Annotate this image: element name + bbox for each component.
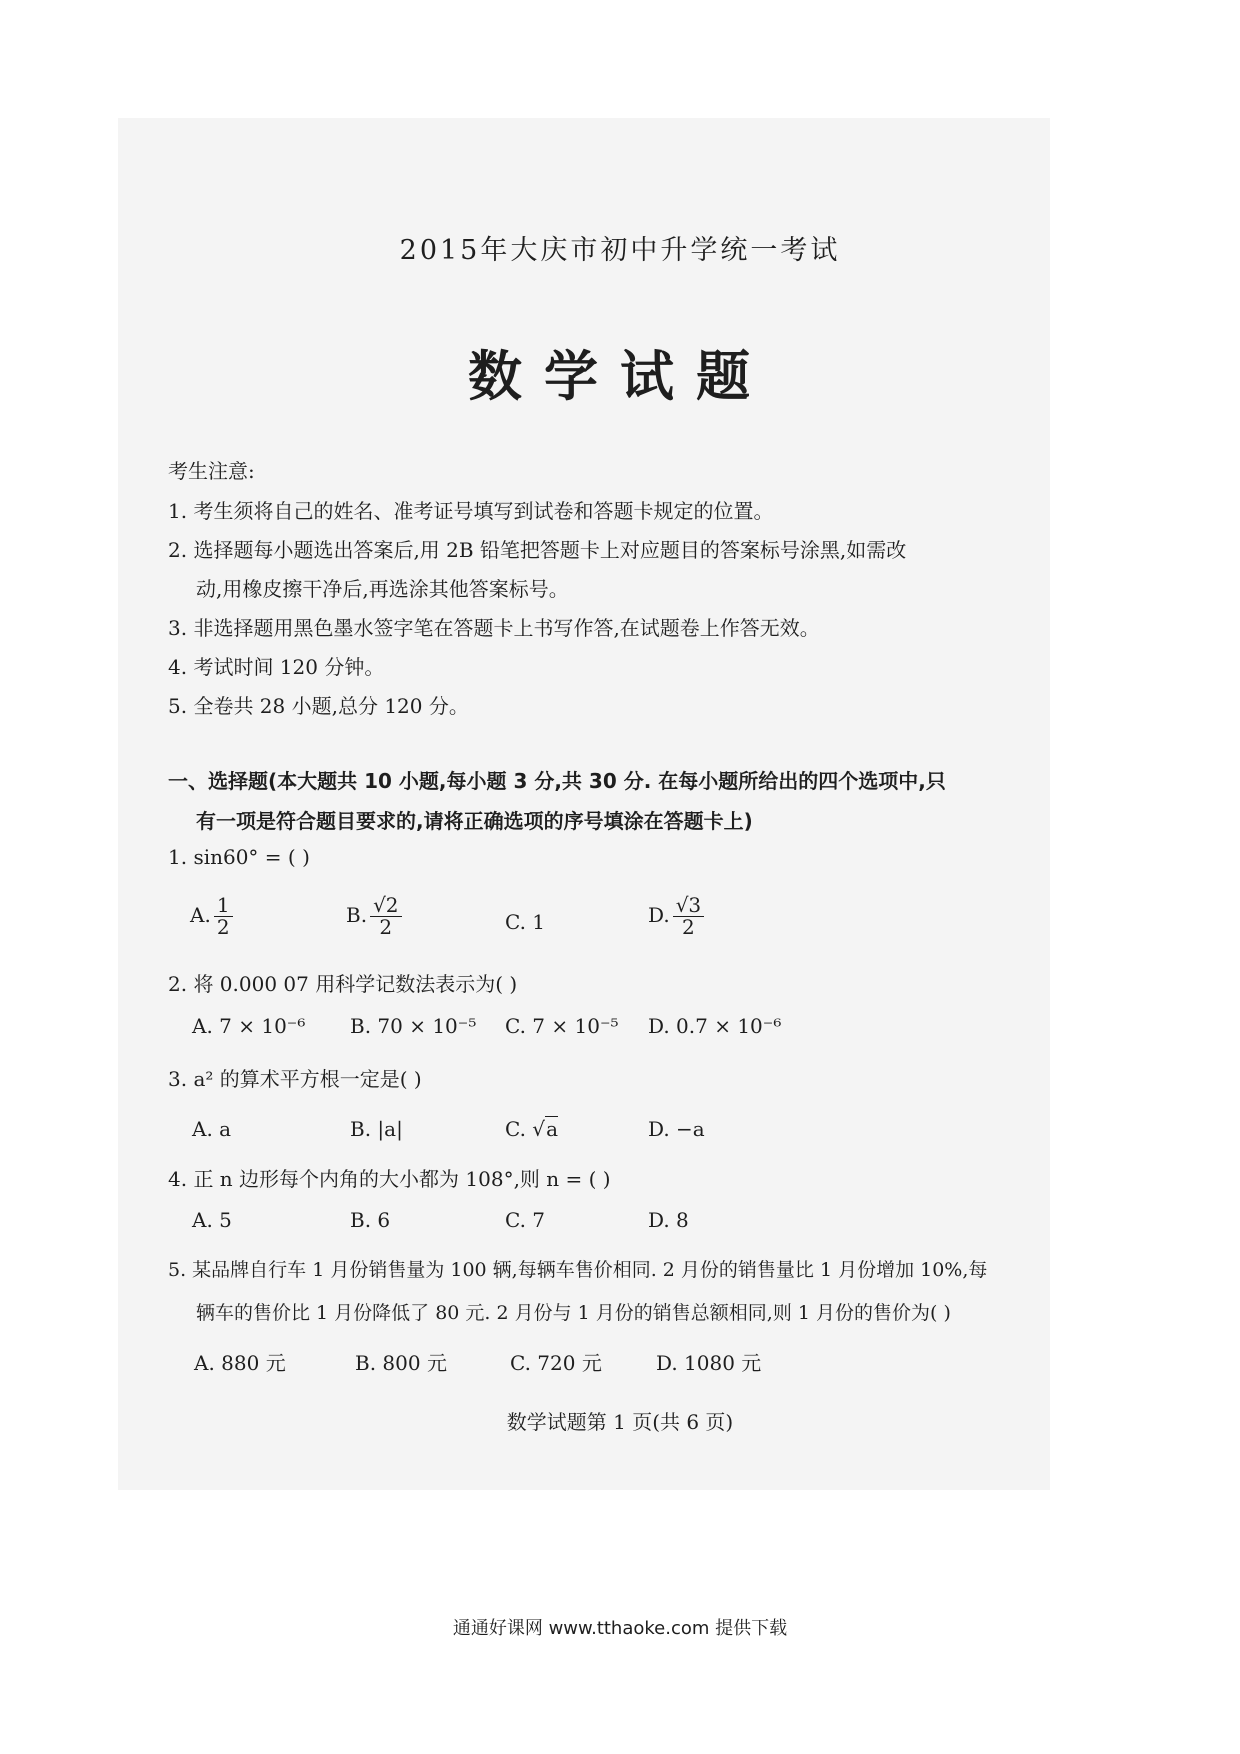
numerator: √3 bbox=[673, 895, 704, 917]
numerator: 1 bbox=[214, 895, 233, 917]
notice-item-5: 5. 全卷共 28 小题,总分 120 分。 bbox=[168, 694, 469, 718]
question-2-option-b: B. 70 × 10⁻⁵ bbox=[350, 1014, 477, 1038]
question-1-stem: 1. sin60° = ( ) bbox=[168, 845, 310, 869]
question-2-option-a: A. 7 × 10⁻⁶ bbox=[192, 1014, 306, 1038]
section-heading-line1: 一、选择题(本大题共 10 小题,每小题 3 分,共 30 分. 在每小题所给出的四个选项中,只 bbox=[168, 769, 946, 793]
denominator: 2 bbox=[379, 915, 393, 939]
question-4-option-c: C. 7 bbox=[505, 1208, 546, 1232]
question-5-option-a: A. 880 元 bbox=[194, 1351, 286, 1375]
notice-item-1: 1. 考生须将自己的姓名、准考证号填写到试卷和答题卡规定的位置。 bbox=[168, 499, 774, 523]
question-4-option-d: D. 8 bbox=[648, 1208, 689, 1232]
question-1-option-d bbox=[648, 895, 704, 938]
question-4-option-b: B. 6 bbox=[350, 1208, 391, 1232]
question-5-stem-line1: 5. 某品牌自行车 1 月份销售量为 100 辆,每辆车售价相同. 2 月份的销售量比 1 月份增加 10%,每 bbox=[168, 1259, 988, 1281]
denominator: 2 bbox=[682, 915, 695, 939]
question-4-stem: 4. 正 n 边形每个内角的大小都为 108°,则 n = ( ) bbox=[168, 1167, 611, 1191]
radicand: a bbox=[546, 1117, 558, 1141]
question-2-option-c: C. 7 × 10⁻⁵ bbox=[505, 1014, 619, 1038]
question-5-option-d: D. 1080 元 bbox=[656, 1351, 762, 1375]
exam-title: 2015年大庆市初中升学统一考试 bbox=[399, 235, 841, 266]
page-number: 数学试题第 1 页(共 6 页) bbox=[506, 1410, 734, 1434]
notice-item-2-cont: 动,用橡皮擦干净后,再选涂其他答案标号。 bbox=[196, 577, 569, 601]
option-label: C. bbox=[505, 1117, 526, 1141]
question-5-stem-line2: 辆车的售价比 1 月份降低了 80 元. 2 月份与 1 月份的销售总额相同,则 1 月份的售价为( ) bbox=[196, 1302, 951, 1324]
question-1-option-a bbox=[190, 895, 233, 938]
option-label: D. bbox=[648, 903, 670, 927]
fraction bbox=[673, 895, 704, 938]
question-3-option-d: D. −a bbox=[648, 1117, 705, 1141]
notice-item-2: 2. 选择题每小题选出答案后,用 2B 铅笔把答题卡上对应题目的答案标号涂黑,如需改 bbox=[168, 538, 907, 562]
option-label: A. bbox=[190, 903, 211, 927]
section-heading-line2: 有一项是符合题目要求的,请将正确选项的序号填涂在答题卡上) bbox=[196, 809, 753, 833]
question-3-option-b: B. |a| bbox=[350, 1117, 403, 1141]
scanned-page-area bbox=[118, 118, 1050, 1490]
fraction bbox=[214, 895, 233, 938]
question-3-option-c: C. √a bbox=[505, 1117, 558, 1141]
question-4-option-a: A. 5 bbox=[192, 1208, 232, 1232]
question-5-option-c: C. 720 元 bbox=[510, 1351, 602, 1375]
option-label: B. bbox=[346, 903, 368, 927]
site-credit: 通通好课网 www.tthaoke.com 提供下载 bbox=[452, 1618, 788, 1639]
fraction bbox=[370, 895, 401, 938]
numerator: √2 bbox=[370, 895, 401, 917]
notice-item-3: 3. 非选择题用黑色墨水签字笔在答题卡上书写作答,在试题卷上作答无效。 bbox=[168, 616, 820, 640]
question-1-option-c: C. 1 bbox=[505, 910, 546, 934]
question-1-option-b bbox=[346, 895, 402, 938]
question-3-option-a: A. a bbox=[192, 1117, 232, 1141]
question-2-stem: 2. 将 0.000 07 用科学记数法表示为( ) bbox=[168, 972, 518, 996]
question-2-option-d: D. 0.7 × 10⁻⁶ bbox=[648, 1014, 782, 1038]
notice-item-4: 4. 考试时间 120 分钟。 bbox=[168, 655, 385, 679]
notice-heading: 考生注意: bbox=[168, 459, 255, 483]
denominator: 2 bbox=[216, 915, 230, 939]
question-3-stem: 3. a² 的算术平方根一定是( ) bbox=[168, 1067, 422, 1091]
question-5-option-b: B. 800 元 bbox=[355, 1351, 447, 1375]
subject-title: 数学试题 bbox=[468, 345, 772, 408]
